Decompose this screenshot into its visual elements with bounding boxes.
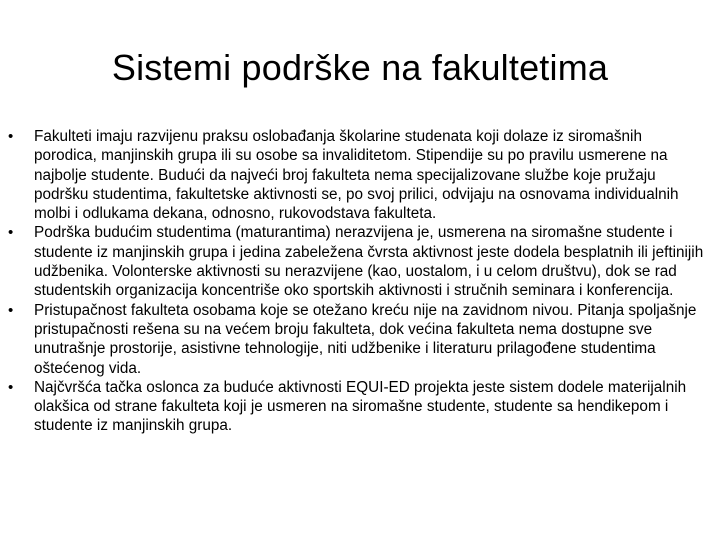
bullet-text: Najčvršća tačka oslonca za buduće aktivnosti EQUI-ED projekta jeste sistem dodele materijalnih olakšica od strane fakulteta koji je usmeren na siromašne studente, studente sa hendikepom i studente iz manjinskih grupa. [34, 378, 687, 435]
bullet-text: Pristupačnost fakulteta osobama koje se otežano kreću nije na zavidnom nivou. Pitanja spoljašnje pristupačnosti rešena su na većem broju fakulteta, dok većina fakulteta nema dostupne sve unutrašnje prostorije, asistivne tehnologije, niti udžbenike i literaturu prilagođene studentima oštećenog vida. [34, 301, 697, 377]
bullet-dot-icon: • [8, 224, 14, 242]
list-item [8, 301, 706, 378]
bullet-list [8, 127, 706, 436]
bullet-text: Podrška budućim studentima (maturantima) nerazvijena je, usmerena na siromašne studente i studente iz manjinskih grupa i jedina zabeležena čvrsta aktivnost jeste dodela besplatnih ili jeftinijih udžbenika. Volonterske aktivnosti su nerazvijene (kao, uostalom, i u celom društvu), dok se rad studentskih organizacija koncentriše oko sportskih aktivnosti i stručnih seminara i konferencija. [34, 224, 704, 300]
bullet-dot-icon: • [8, 301, 14, 319]
slide-title: Sistemi podrške na fakultetima [111, 47, 609, 88]
list-item [8, 378, 706, 436]
bullet-text: Fakulteti imaju razvijenu praksu oslobađanja školarine studenata koji dolaze iz siromašnih porodica, manjinskih grupa ili su osobe sa invaliditetom. Stipendije su po pravilu usmerene na najbolje studente. Budući da najveći broj fakulteta nema specijalizovane službe koje pružaju podršku studentima, fakultetske aktivnosti se, po svoj prilici, odvijaju na osnovama individualnih molbi i odlukama dekana, odnosno, rukovodstava fakulteta. [34, 128, 679, 223]
bullet-dot-icon: • [8, 128, 14, 145]
list-item [8, 127, 706, 223]
list-item [8, 223, 706, 300]
bullet-dot-icon: • [8, 378, 14, 396]
